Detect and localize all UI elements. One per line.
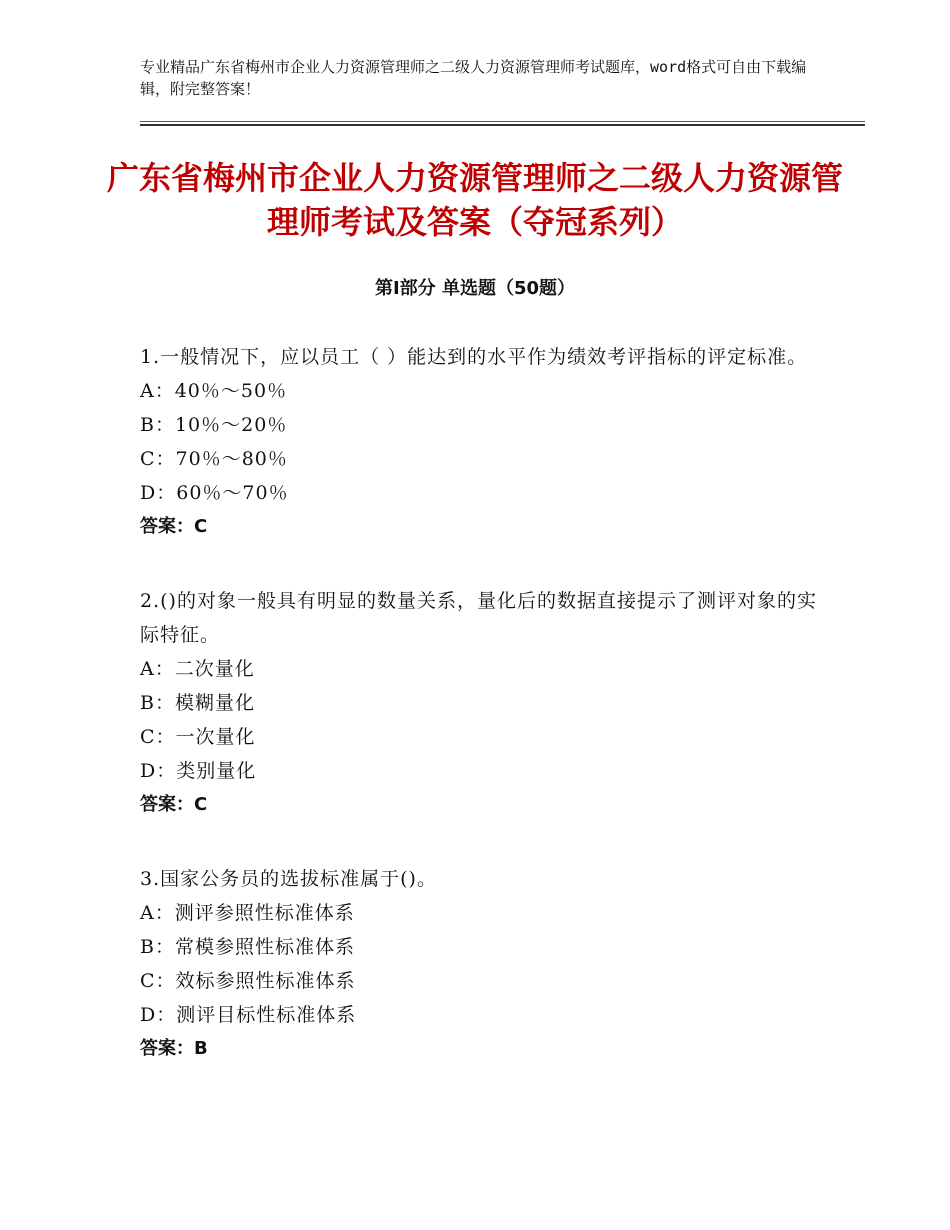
answer: 答案：C [140,516,208,537]
question-list [140,340,820,1106]
option-c: C：效标参照性标准体系 [140,970,356,992]
option-c: C：一次量化 [140,726,256,748]
question-stem: 1.一般情况下，应以员工（ ）能达到的水平作为绩效考评指标的评定标准。 [140,346,808,368]
option-b: B：10％～20％ [140,414,288,436]
header-divider-thin [140,121,865,122]
question-2 [140,584,820,822]
header-note: 专业精品广东省梅州市企业人力资源管理师之二级人力资源管理师考试题库，word格式可自由下载编辑，附完整答案！ [140,58,807,98]
question-stem: 3.国家公务员的选拔标准属于()。 [140,868,437,890]
question-3 [140,862,820,1066]
option-d: D：60％～70％ [140,482,289,504]
option-a: A：40％～50％ [140,380,288,402]
header-divider-thick [140,124,865,126]
option-a: A：二次量化 [140,658,255,680]
answer: 答案：B [140,1038,208,1059]
document-title: 广东省梅州市企业人力资源管理师之二级人力资源管理师考试及答案（夺冠系列） [106,159,843,241]
option-b: B：常模参照性标准体系 [140,936,355,958]
option-d: D：类别量化 [140,760,257,782]
option-b: B：模糊量化 [140,692,255,714]
option-c: C：70％～80％ [140,448,288,470]
answer: 答案：C [140,794,208,815]
option-a: A：测评参照性标准体系 [140,902,355,924]
option-d: D：测评目标性标准体系 [140,1004,357,1026]
section-title: 第Ⅰ部分 单选题（50题） [374,278,575,299]
question-stem: 2.()的对象一般具有明显的数量关系，量化后的数据直接提示了测评对象的实际特征。 [140,590,817,646]
question-1 [140,340,820,544]
